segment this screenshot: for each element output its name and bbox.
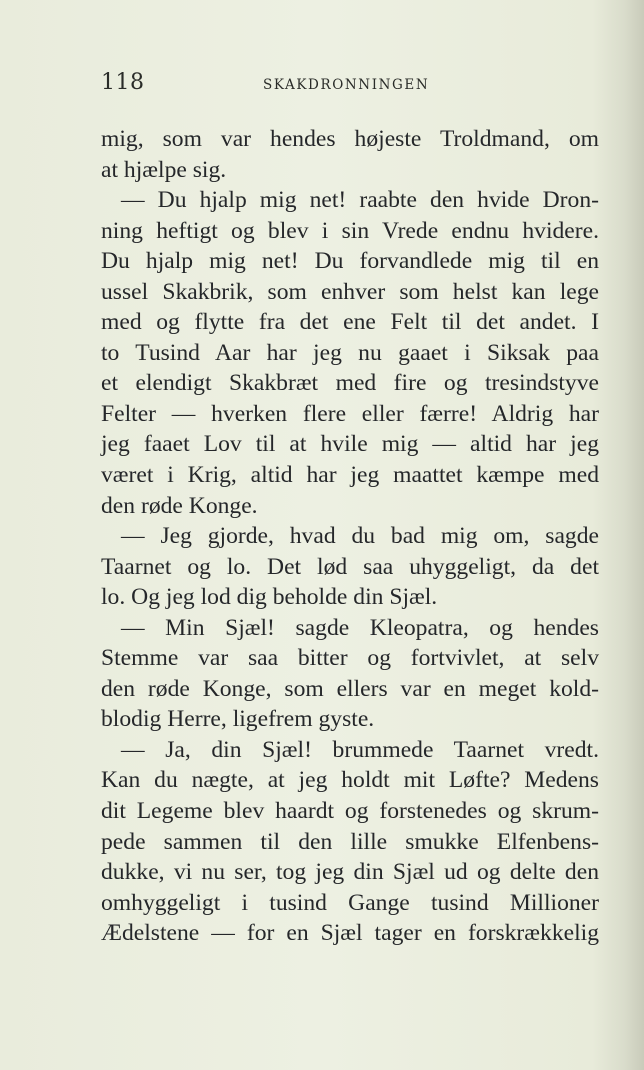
text-line: med og flytte fra det ene Felt til det andet. I xyxy=(101,309,599,336)
text-line: været i Krig, altid har jeg maattet kæmpe med xyxy=(101,462,599,489)
text-line: et elendigt Skakbræt med fire og tresindstyve xyxy=(101,370,599,397)
text-line: ussel Skakbrik, som enhver som helst kan lege xyxy=(101,278,599,305)
text-line: at hjælpe sig. xyxy=(101,156,227,183)
text-line: Stemme var saa bitter og fortvivlet, at selv xyxy=(101,645,599,672)
text-line: — Jeg gjorde, hvad du bad mig om, sagde xyxy=(121,523,599,550)
text-line: pede sammen til den lille smukke Elfenbens- xyxy=(101,828,599,855)
text-line: Du hjalp mig net! Du forvandlede mig til en xyxy=(101,248,599,275)
text-line: mig, som var hendes højeste Troldmand, om xyxy=(101,126,599,152)
text-line: Kan du nægte, at jeg holdt mit Løfte? Medens xyxy=(101,767,599,794)
text-line: — Du hjalp mig net! raabte den hvide Dron- xyxy=(121,187,599,214)
text-line: dukke, vi nu ser, tog jeg din Sjæl ud og delte den xyxy=(101,859,599,886)
page-header xyxy=(101,70,601,100)
text-line: blodig Herre, ligefrem gyste. xyxy=(101,706,375,733)
text-line: jeg faaet Lov til at hvile mig — altid har jeg xyxy=(101,431,599,458)
page-number: 118 xyxy=(101,70,145,95)
text-line: den røde Konge, som ellers var en meget kold- xyxy=(101,675,599,702)
text-line: — Ja, din Sjæl! brummede Taarnet vredt. xyxy=(121,736,599,763)
text-line: ning heftigt og blev i sin Vrede endnu hvidere. xyxy=(101,217,599,244)
text-line: Ædelstene — for en Sjæl tager en forskrækkelig xyxy=(101,920,599,947)
text-line: Felter — hverken flere eller færre! Aldrig har xyxy=(101,400,599,427)
text-line: lo. Og jeg lod dig beholde din Sjæl. xyxy=(101,584,438,611)
running-title: SKAKDRONNINGEN xyxy=(263,77,430,93)
text-line: omhyggeligt i tusind Gange tusind Millioner xyxy=(101,889,599,916)
text-line: to Tusind Aar har jeg nu gaaet i Siksak paa xyxy=(101,339,599,366)
body-text xyxy=(101,124,599,949)
text-line: den røde Konge. xyxy=(101,492,258,519)
text-line: Taarnet og lo. Det lød saa uhyggeligt, da det xyxy=(101,553,599,580)
text-line: — Min Sjæl! sagde Kleopatra, og hendes xyxy=(121,614,599,641)
text-line: dit Legeme blev haardt og forstenedes og skrum- xyxy=(101,798,599,825)
